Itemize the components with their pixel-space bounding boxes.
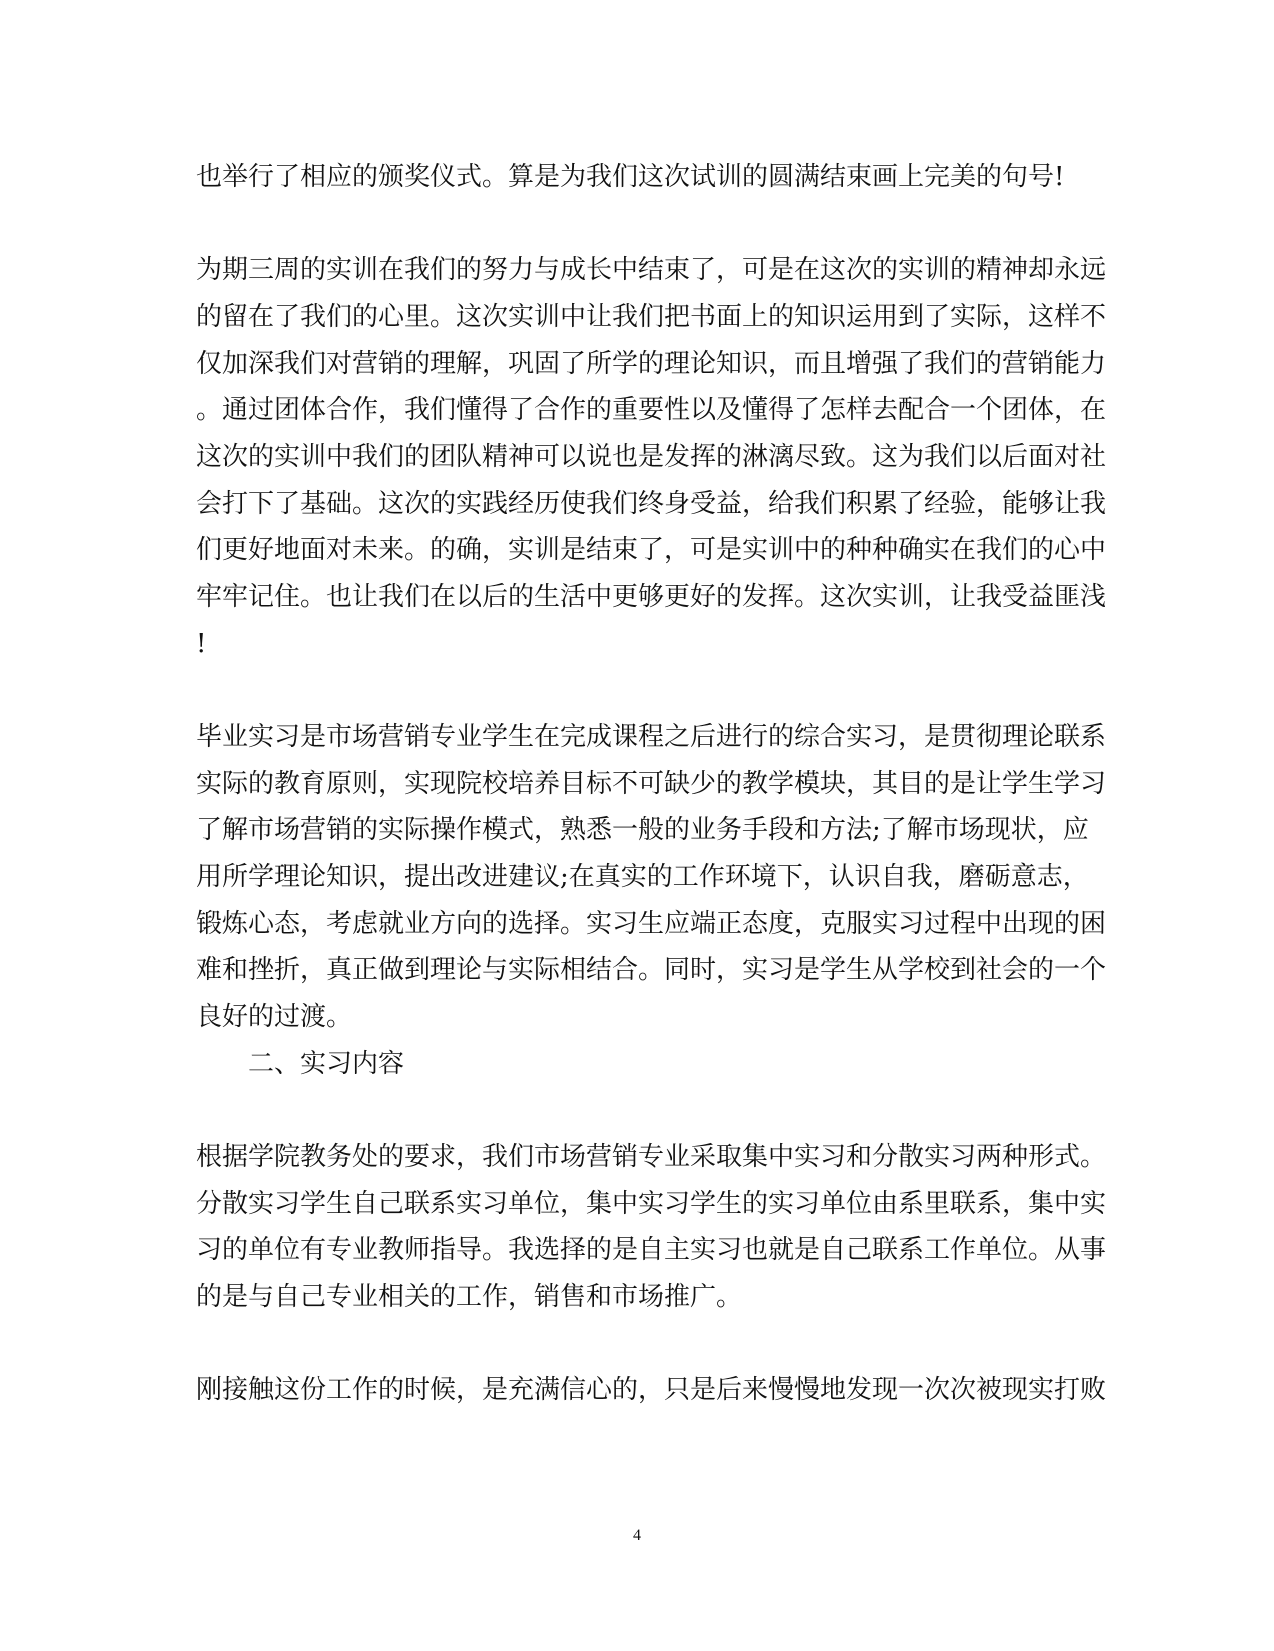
paragraph-6-line-1: 刚接触这份工作的时候，是充满信心的，只是后来慢慢地发现一次次被现实打败 bbox=[196, 1375, 1107, 1405]
paragraph-3-line-5: 锻炼心态，考虑就业方向的选择。实习生应端正态度，克服实习过程中出现的困 bbox=[196, 909, 1107, 939]
paragraph-2-line-1: 为期三周的实训在我们的努力与成长中结束了，可是在这次的实训的精神却永远 bbox=[196, 255, 1107, 285]
paragraph-3-line-4: 用所学理论知识，提出改进建议;在真实的工作环境下，认识自我，磨砺意志， bbox=[196, 862, 1089, 892]
section-heading: 二、实习内容 bbox=[196, 1049, 405, 1079]
paragraph-3-line-6: 难和挫折，真正做到理论与实际相结合。同时，实习是学生从学校到社会的一个 bbox=[196, 955, 1107, 985]
paragraph-1-line-1: 也举行了相应的颁奖仪式。算是为我们这次试训的圆满结束画上完美的句号! bbox=[196, 162, 1065, 192]
paragraph-3-line-1: 毕业实习是市场营销专业学生在完成课程之后进行的综合实习，是贯彻理论联系 bbox=[196, 722, 1107, 752]
paragraph-2-line-5: 这次的实训中我们的团队精神可以说也是发挥的淋漓尽致。这为我们以后面对社 bbox=[196, 442, 1107, 472]
paragraph-2-line-8: 牢牢记住。也让我们在以后的生活中更够更好的发挥。这次实训，让我受益匪浅 bbox=[196, 582, 1107, 612]
paragraph-5-line-2: 分散实习学生自己联系实习单位，集中实习学生的实习单位由系里联系，集中实 bbox=[196, 1189, 1107, 1219]
paragraph-2-line-6: 会打下了基础。这次的实践经历使我们终身受益，给我们积累了经验，能够让我 bbox=[196, 489, 1107, 519]
paragraph-2-line-3: 仅加深我们对营销的理解，巩固了所学的理论知识，而且增强了我们的营销能力 bbox=[196, 349, 1107, 379]
paragraph-2-line-2: 的留在了我们的心里。这次实训中让我们把书面上的知识运用到了实际，这样不 bbox=[196, 302, 1107, 332]
paragraph-5-line-1: 根据学院教务处的要求，我们市场营销专业采取集中实习和分散实习两种形式。 bbox=[196, 1142, 1107, 1172]
paragraph-3-line-7: 良好的过渡。 bbox=[196, 1002, 353, 1032]
paragraph-3-line-2: 实际的教育原则，实现院校培养目标不可缺少的教学模块，其目的是让学生学习 bbox=[196, 769, 1107, 799]
paragraph-3-line-3: 了解市场营销的实际操作模式，熟悉一般的业务手段和方法;了解市场现状，应 bbox=[196, 815, 1089, 845]
paragraph-2-line-4: 。通过团体合作，我们懂得了合作的重要性以及懂得了怎样去配合一个团体，在 bbox=[196, 395, 1107, 425]
page-number: 4 bbox=[633, 1527, 641, 1544]
paragraph-2-line-7: 们更好地面对未来。的确，实训是结束了，可是实训中的种种确实在我们的心中 bbox=[196, 535, 1107, 565]
paragraph-5-line-3: 习的单位有专业教师指导。我选择的是自主实习也就是自己联系工作单位。从事 bbox=[196, 1235, 1107, 1265]
paragraph-5-line-4: 的是与自己专业相关的工作，销售和市场推广。 bbox=[196, 1282, 743, 1312]
paragraph-2-line-9: ! bbox=[196, 629, 207, 659]
